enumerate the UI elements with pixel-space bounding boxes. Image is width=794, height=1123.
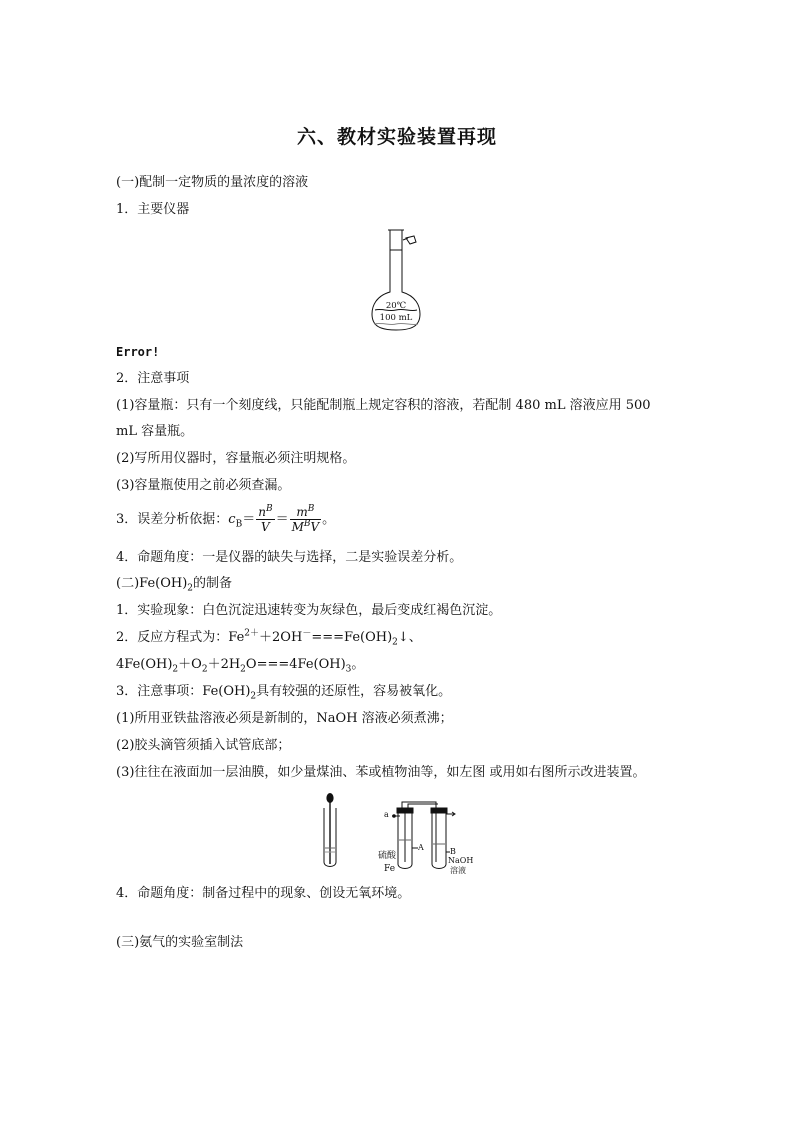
section2-note2: (2)胶头滴管须插入试管底部； — [116, 738, 291, 753]
error-text: Error! — [116, 345, 160, 359]
volumetric-flask-figure — [366, 226, 426, 334]
section2-item3: 3．注意事项：$Fe(OH)_2$具有较强的还原性，容易被氧化。 — [116, 684, 452, 702]
section1-heading: (一)配制一定物质的量浓度的溶液 — [116, 175, 309, 190]
section1-note2: (2)写所用仪器时，容量瓶必须注明规格。 — [116, 451, 356, 466]
label-a: a — [384, 810, 389, 819]
section1-note1b: mL 容量瓶。 — [116, 424, 194, 439]
label-fe: Fe — [384, 864, 396, 874]
section1-item2: 2．注意事项 — [116, 371, 190, 386]
section1-note1a: (1)容量瓶：只有一个刻度线，只能配制瓶上规定容积的溶液，若配制 480 mL 溶液应用 500 — [116, 398, 651, 413]
test-tube-dropper-figure — [318, 792, 342, 870]
section2-item1: 1．实验现象：白色沉淀迅速转变为灰绿色，最后变成红褐色沉淀。 — [116, 603, 502, 618]
section1-item1: 1．主要仪器 — [116, 202, 190, 217]
section2-heading: (二)$Fe(OH)_2$的制备 — [116, 576, 233, 594]
label-solution: 溶液 — [450, 866, 466, 875]
section2-equation2: $4Fe(OH)_2+O_2+2H_2O===4Fe(OH)_3$。 — [116, 657, 365, 675]
section2-item4: 4．命题角度：制备过程中的现象、创设无氧环境。 — [116, 886, 411, 901]
label-naoh: NaOH — [448, 856, 474, 865]
label-sulfuric-acid: 硫酸 — [378, 851, 397, 861]
section2-item2: 2．反应方程式为：$Fe^{2+}+2OH^-===Fe(OH)_2↓$、 — [116, 628, 422, 648]
fraction-n-over-v: $\frac{n^B}{V}$ — [258, 504, 273, 534]
section1-item4: 4．命题角度：一是仪器的缺失与选择，二是实验误差分析。 — [116, 550, 463, 565]
section3-heading: (三)氨气的实验室制法 — [116, 935, 244, 950]
section2-note1: (1)所用亚铁盐溶液必须是新制的，NaOH 溶液必须煮沸； — [116, 711, 453, 726]
improved-apparatus-figure — [378, 800, 478, 878]
label-B: B — [450, 847, 456, 856]
section1-note3: (3)容量瓶使用之前必须查漏。 — [116, 478, 291, 493]
flask-temp-label: 20℃ — [385, 301, 407, 311]
fraction-m-over-mv: $\frac{m^B}{M^BV}$ — [291, 504, 320, 534]
item3-prefix: 3．误差分析依据： — [116, 512, 229, 527]
section2-note3: (3)往往在液面加一层油膜，如少量煤油、苯或植物油等，如左图 或用如右图所示改进装置。 — [116, 765, 646, 780]
section1-item3: 3．误差分析依据：$c_B=$ $\frac{n^B}{V}$ ＝ $\frac{m^B}{M^BV}$ 。 — [116, 504, 336, 534]
label-A: A — [418, 843, 424, 852]
page-title: 六、教材实验装置再现 — [296, 126, 497, 148]
flask-volume-label: 100 mL — [379, 313, 413, 323]
